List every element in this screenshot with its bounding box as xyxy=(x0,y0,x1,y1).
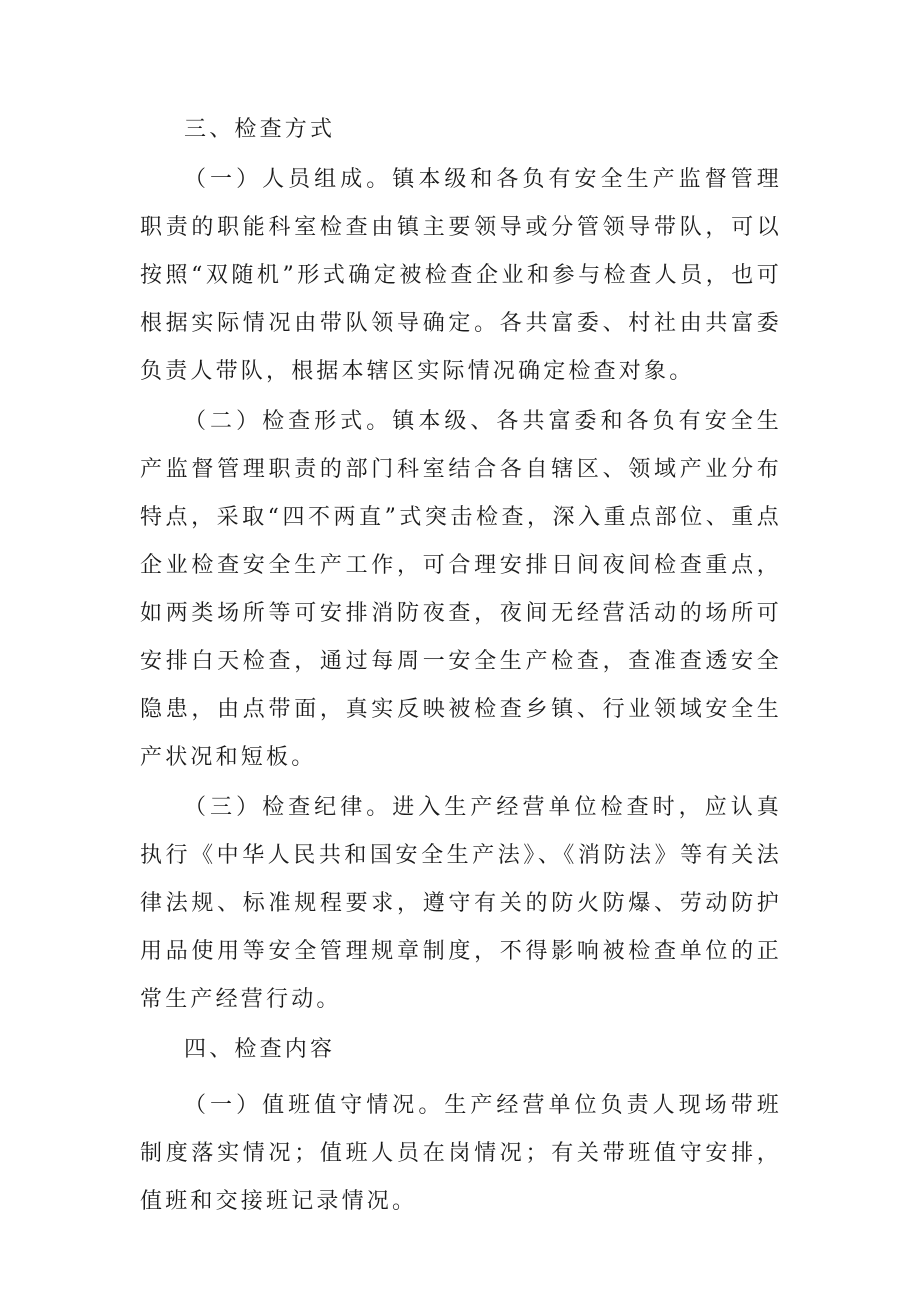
paragraph-inspection-form: （二）检查形式。镇本级、各共富委和各负有安全生产监督管理职责的部门科室结合各自辖区、领域产业分布特点，采取“四不两直”式突击检查，深入重点部位、重点企业检查安全生产工作，可合理安排日间夜间检查重点，如两类场所等可安排消防夜查，夜间无经营活动的场所可安排白天检查，通过每周一安全生产检查，查准查透安全隐患，由点带面，真实反映被检查乡镇、行业领域安全生产状况和短板。 xyxy=(140,409,782,770)
section-heading-inspection-method: 三、检查方式 xyxy=(184,117,336,142)
paragraph-duty-status: （一）值班值守情况。生产经营单位负责人现场带班制度落实情况；值班人员在岗情况；有关带班值守安排，值班和交接班记录情况。 xyxy=(140,1093,782,1214)
section-heading-inspection-content: 四、检查内容 xyxy=(184,1037,336,1062)
document-body xyxy=(140,106,782,1226)
paragraph-inspection-discipline: （三）检查纪律。进入生产经营单位检查时，应认真执行《中华人民共和国安全生产法》、《消防法》等有关法律法规、标准规程要求，遵守有关的防火防爆、劳动防护用品使用等安全管理规章制度，不得影响被检查单位的正常生产经营行动。 xyxy=(140,795,782,1012)
paragraph-personnel-composition: （一）人员组成。镇本级和各负有安全生产监督管理职责的职能科室检查由镇主要领导或分管领导带队，可以按照“双随机”形式确定被检查企业和参与检查人员，也可根据实际情况由带队领导确定。各共富委、村社由共富委负责人带队，根据本辖区实际情况确定检查对象。 xyxy=(140,167,782,384)
